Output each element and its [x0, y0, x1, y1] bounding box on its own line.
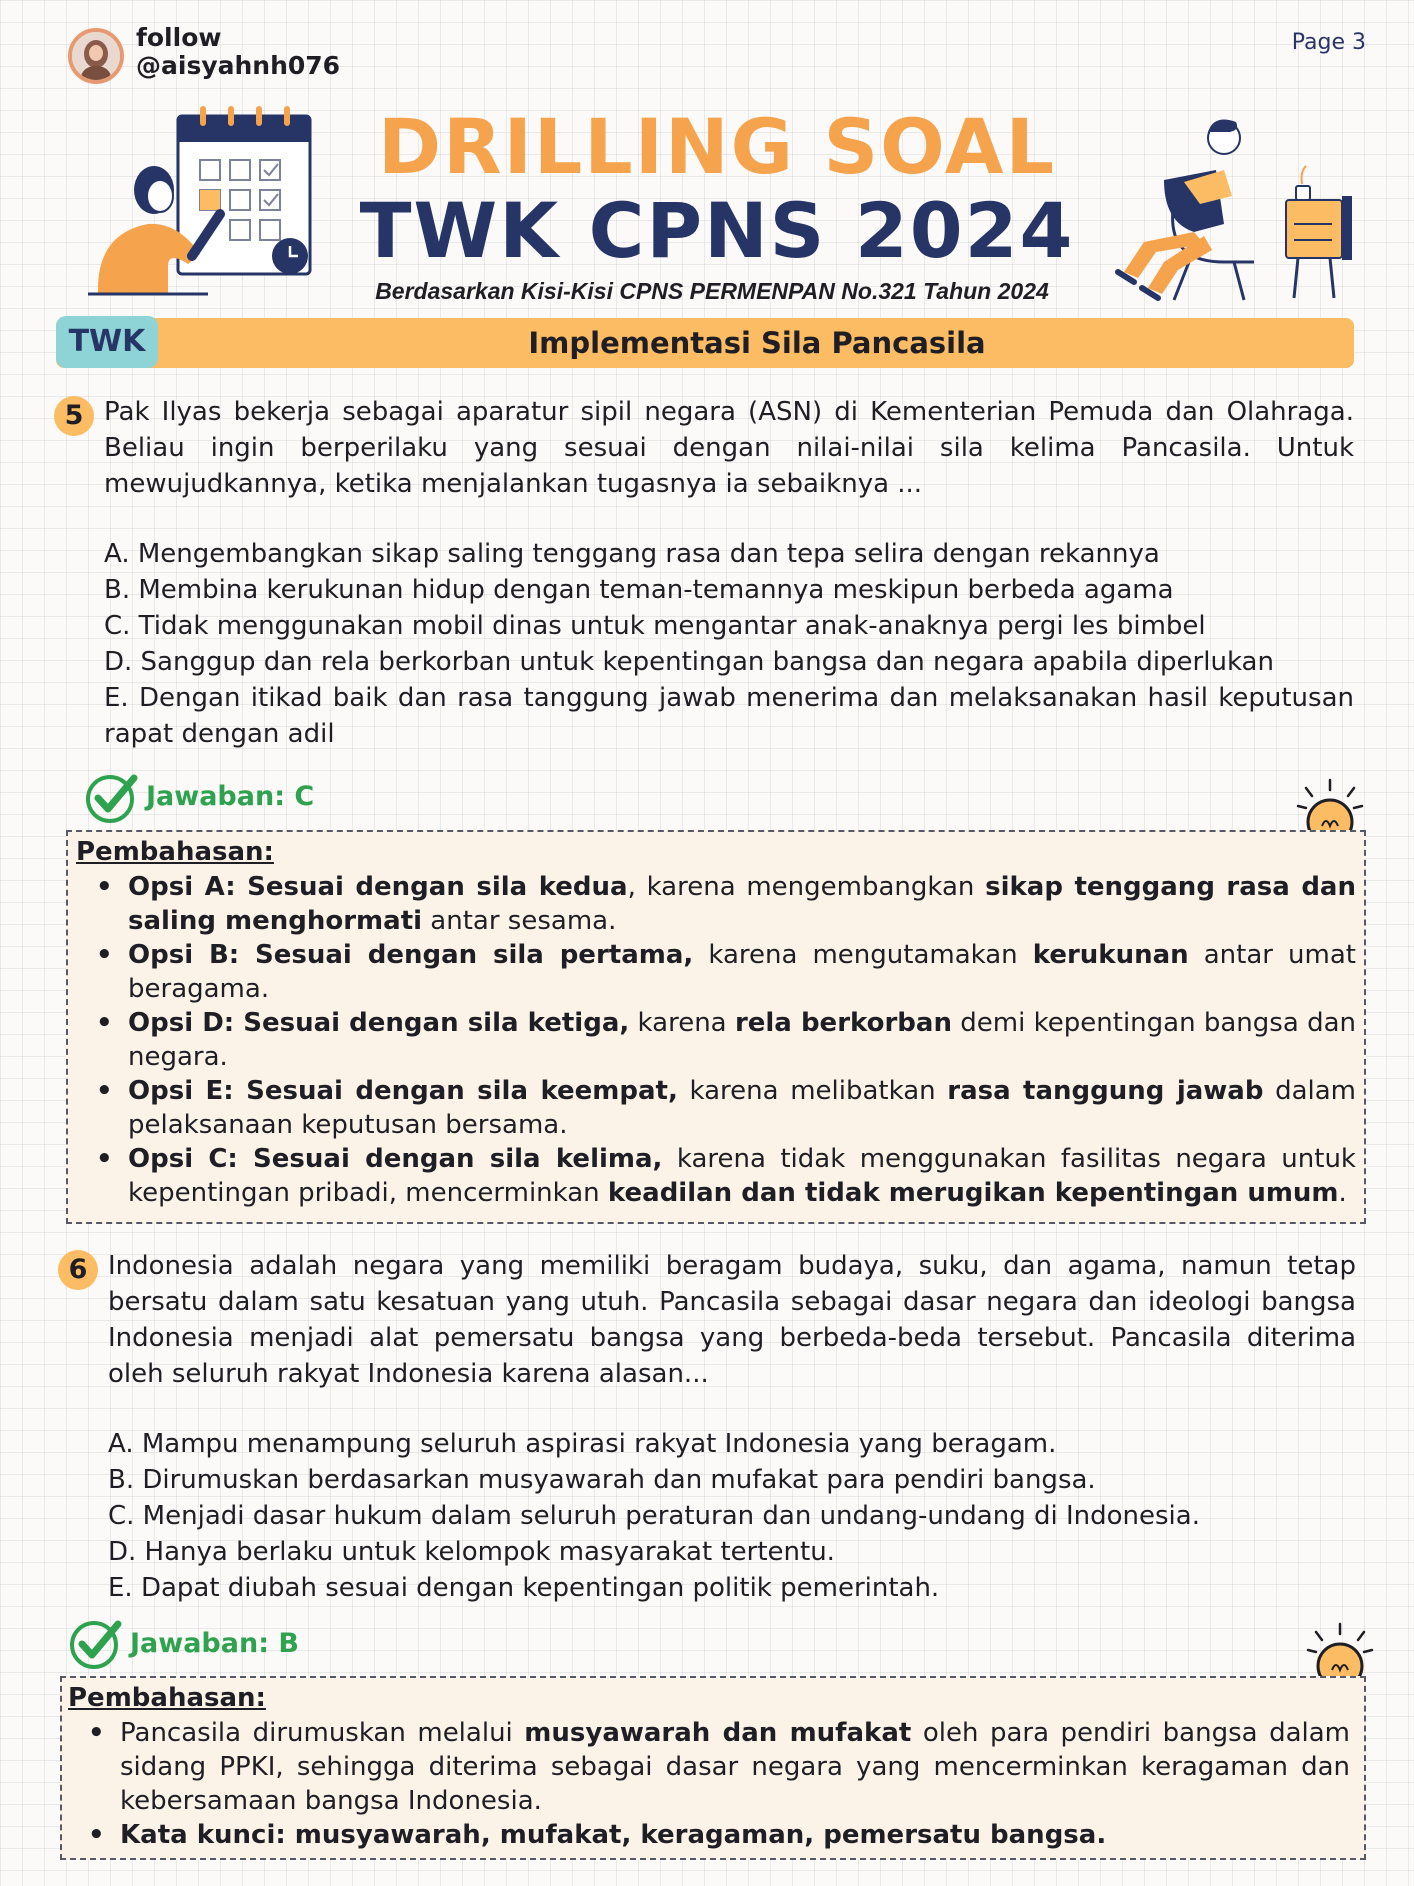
list-item: • Opsi E: Sesuai dengan sila keempat, karena melibatkan rasa tanggung jawab dalam pelaksanaan keputusan bersama.	[128, 1074, 1356, 1142]
topic-title: Implementasi Sila Pancasila	[528, 326, 986, 360]
list-item: • Opsi C: Sesuai dengan sila kelima, karena tidak menggunakan fasilitas negara untuk kepentingan pribadi, mencerminkan keadilan dan tidak merugikan kepentingan umum.	[128, 1142, 1356, 1210]
option-c: C. Tidak menggunakan mobil dinas untuk mengantar anak-anaknya pergi les bimbel	[104, 611, 1206, 641]
option-c: C. Menjadi dasar hukum dalam seluruh peraturan dan undang-undang di Indonesia.	[108, 1501, 1200, 1531]
list-item: • Opsi A: Sesuai dengan sila kedua, karena mengembangkan sikap tenggang rasa dan saling menghormati antar sesama.	[128, 870, 1356, 938]
discussion-box	[66, 830, 1366, 1224]
list-item: • Opsi D: Sesuai dengan sila ketiga, karena rela berkorban demi kepentingan bangsa dan negara.	[128, 1006, 1356, 1074]
option-a: A. Mampu menampung seluruh aspirasi rakyat Indonesia yang beragam.	[108, 1429, 1057, 1459]
answer-label: Jawaban: C	[146, 781, 315, 812]
option-d: D. Sanggup dan rela berkorban untuk kepentingan bangsa dan negara apabila diperlukan	[104, 647, 1274, 677]
list-item: • Kata kunci: musyawarah, mufakat, keragaman, pemersatu bangsa.	[120, 1818, 1350, 1852]
answer-label: Jawaban: B	[130, 1628, 299, 1659]
option-e: E. Dapat diubah sesuai dengan kepentingan politik pemerintah.	[108, 1573, 940, 1603]
list-item: • Pancasila dirumuskan melalui musyawarah dan mufakat oleh para pendiri bangsa dalam sidang PPKI, sehingga diterima sebagai dasar negara yang mencerminkan keragaman dan kebersamaan bangsa Indonesia.	[120, 1716, 1350, 1818]
check-circle-icon	[68, 1618, 124, 1670]
page-number: Page 3	[1291, 30, 1366, 55]
discussion-title: Pembahasan:	[68, 1683, 266, 1713]
option-b: B. Membina kerukunan hidup dengan teman-temannya meskipun berbeda agama	[104, 575, 1174, 605]
check-circle-icon	[84, 772, 140, 824]
page-subtitle: Berdasarkan Kisi-Kisi CPNS PERMENPAN No.321 Tahun 2024	[375, 278, 1049, 304]
discussion-list	[68, 1716, 1350, 1852]
option-b: B. Dirumuskan berdasarkan musyawarah dan mufakat para pendiri bangsa.	[108, 1465, 1096, 1495]
topic-tag: TWK	[56, 316, 158, 368]
discussion-title: Pembahasan:	[76, 837, 274, 867]
question-5	[104, 394, 1354, 752]
avatar	[68, 28, 124, 84]
discussion-box	[60, 1676, 1366, 1860]
page-title-line1: DRILLING SOAL	[377, 102, 1056, 191]
question-6	[108, 1248, 1356, 1606]
page-title-line2: TWK CPNS 2024	[359, 186, 1075, 275]
discussion-list	[76, 870, 1356, 1210]
follow-label: follow	[136, 23, 222, 52]
option-e: E. Dengan itikad baik dan rasa tanggung jawab menerima dan melaksanakan hasil keputusan rapat dengan adil	[104, 683, 1354, 749]
question-text: Pak Ilyas bekerja sebagai aparatur sipil negara (ASN) di Kementerian Pemuda dan Olahraga. Beliau ingin berperilaku yang sesuai dengan nilai-nilai sila kelima Pancasila. Untuk mewujudkannya, ketika menjalankan tugasnya ia sebaiknya ...	[104, 397, 1354, 499]
list-item: • Opsi B: Sesuai dengan sila pertama, karena mengutamakan kerukunan antar umat beragama.	[128, 938, 1356, 1006]
question-number-badge: 6	[58, 1250, 98, 1290]
follow-handle	[136, 24, 340, 80]
option-d: D. Hanya berlaku untuk kelompok masyarakat tertentu.	[108, 1537, 835, 1567]
avatar-person-icon	[72, 32, 120, 80]
question-text: Indonesia adalah negara yang memiliki beragam budaya, suku, dan agama, namun tetap bersatu dalam satu kesatuan yang utuh. Pancasila sebagai dasar negara dan ideologi bangsa Indonesia menjadi alat pemersatu bangsa yang berbeda-beda tersebut. Pancasila diterima oleh seluruh rakyat Indonesia karena alasan...	[108, 1251, 1356, 1389]
question-number-badge: 5	[54, 396, 94, 436]
account-handle: @aisyahnh076	[136, 51, 341, 80]
option-a: A. Mengembangkan sikap saling tenggang rasa dan tepa selira dengan rekannya	[104, 539, 1160, 569]
